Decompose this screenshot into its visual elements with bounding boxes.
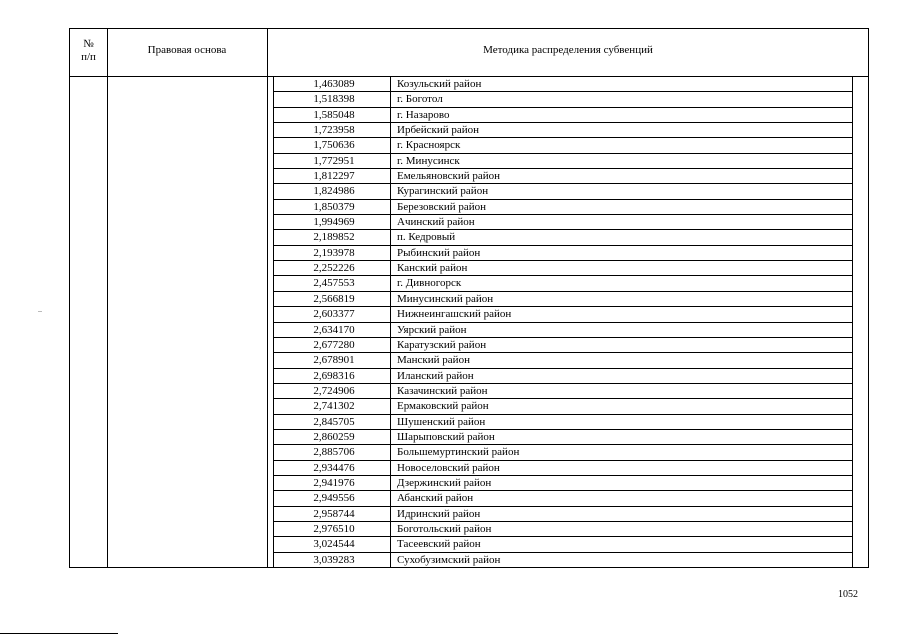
municipality-cell: п. Кедровый bbox=[397, 231, 456, 244]
table-row bbox=[274, 369, 852, 384]
header-number-column: № п/п bbox=[81, 38, 96, 63]
municipality-cell: Нижнеингашский район bbox=[397, 308, 512, 321]
table-row bbox=[274, 415, 852, 430]
table-row bbox=[274, 92, 852, 107]
coefficient-cell: 2,698316 bbox=[274, 369, 391, 383]
coefficient-cell: 1,850379 bbox=[274, 200, 391, 214]
table-row bbox=[274, 215, 852, 230]
table-row bbox=[274, 261, 852, 276]
municipality-cell: Ачинский район bbox=[397, 216, 475, 229]
coefficient-cell: 2,457553 bbox=[274, 276, 391, 290]
header-methodology-column: Методика распределения субвенций bbox=[483, 44, 653, 56]
municipality-cell: г. Красноярск bbox=[397, 139, 461, 152]
municipality-cell: Манский район bbox=[397, 354, 470, 367]
coefficient-cell: 2,941976 bbox=[274, 476, 391, 490]
municipality-cell: Ермаковский район bbox=[397, 400, 489, 413]
coefficient-cell: 2,845705 bbox=[274, 415, 391, 429]
municipality-cell: Каратузский район bbox=[397, 338, 487, 351]
table-row bbox=[274, 108, 852, 123]
table-row bbox=[274, 154, 852, 169]
table-row bbox=[274, 323, 852, 338]
municipality-cell: Канский район bbox=[397, 262, 468, 275]
municipality-cell: Курагинский район bbox=[397, 185, 489, 198]
coefficient-cell: 3,024544 bbox=[274, 537, 391, 551]
municipality-cell: г. Минусинск bbox=[397, 154, 460, 167]
coefficient-cell: 2,566819 bbox=[274, 292, 391, 306]
municipality-cell: Большемуртинский район bbox=[397, 446, 520, 459]
table-row bbox=[274, 77, 852, 92]
coefficient-cell: 1,518398 bbox=[274, 92, 391, 106]
municipality-cell: Минусинский район bbox=[397, 292, 494, 305]
municipality-cell: Дзержинский район bbox=[397, 476, 492, 489]
table-row bbox=[274, 491, 852, 506]
table-row bbox=[274, 399, 852, 414]
coefficient-cell: 2,193978 bbox=[274, 246, 391, 260]
coefficient-cell: 1,585048 bbox=[274, 108, 391, 122]
municipality-cell: Ирбейский район bbox=[397, 124, 480, 137]
municipality-cell: Новоселовский район bbox=[397, 461, 500, 474]
column-divider bbox=[267, 28, 268, 568]
table-row bbox=[274, 138, 852, 153]
table-row bbox=[274, 461, 852, 476]
table-row bbox=[274, 430, 852, 445]
coefficient-cell: 2,934476 bbox=[274, 461, 391, 475]
coefficient-cell: 2,189852 bbox=[274, 230, 391, 244]
table-row bbox=[274, 445, 852, 460]
table-row bbox=[274, 292, 852, 307]
table-row bbox=[274, 169, 852, 184]
coefficient-cell: 2,678901 bbox=[274, 353, 391, 367]
coefficient-cell: 1,812297 bbox=[274, 169, 391, 183]
coefficient-cell: 2,741302 bbox=[274, 399, 391, 413]
table-row bbox=[274, 307, 852, 322]
coefficient-cell: 2,885706 bbox=[274, 445, 391, 459]
coefficient-cell: 1,723958 bbox=[274, 123, 391, 137]
municipality-cell: Казачинский район bbox=[397, 384, 488, 397]
coefficient-cell: 1,463089 bbox=[274, 77, 391, 91]
table-row bbox=[274, 276, 852, 291]
table-row bbox=[274, 246, 852, 261]
table-row bbox=[274, 353, 852, 368]
municipality-cell: г. Дивногорск bbox=[397, 277, 462, 290]
municipality-cell: Сухобузимский район bbox=[397, 553, 501, 566]
municipality-cell: Емельяновский район bbox=[397, 170, 501, 183]
municipality-cell: Тасеевский район bbox=[397, 538, 481, 551]
coefficient-cell: 2,724906 bbox=[274, 384, 391, 398]
table-row bbox=[274, 200, 852, 215]
coefficient-cell: 2,860259 bbox=[274, 430, 391, 444]
table-row bbox=[274, 522, 852, 537]
coefficient-cell: 2,976510 bbox=[274, 522, 391, 536]
municipality-cell: Иланский район bbox=[397, 369, 474, 382]
coefficient-cell: 1,772951 bbox=[274, 154, 391, 168]
header-legal-basis-column: Правовая основа bbox=[147, 44, 227, 56]
footnote-rule bbox=[0, 633, 118, 634]
coefficient-cell: 1,750636 bbox=[274, 138, 391, 152]
coefficient-cell: 2,677280 bbox=[274, 338, 391, 352]
municipality-cell: Березовский район bbox=[397, 200, 487, 213]
coefficient-cell: 1,824986 bbox=[274, 184, 391, 198]
municipality-cell: Шушенский район bbox=[397, 415, 486, 428]
table-row bbox=[274, 476, 852, 491]
municipality-cell: Идринский район bbox=[397, 507, 481, 520]
table-row bbox=[274, 184, 852, 199]
coefficient-cell: 2,958744 bbox=[274, 507, 391, 521]
municipality-cell: Уярский район bbox=[397, 323, 467, 336]
municipality-cell: г. Боготол bbox=[397, 93, 443, 106]
coefficient-cell: 3,039283 bbox=[274, 553, 391, 567]
coefficient-cell: 1,994969 bbox=[274, 215, 391, 229]
municipality-cell: Козульский район bbox=[397, 78, 482, 90]
table-row bbox=[274, 537, 852, 552]
municipality-cell: Боготольский район bbox=[397, 522, 492, 535]
coefficient-cell: 2,603377 bbox=[274, 307, 391, 321]
municipality-cell: Абанский район bbox=[397, 492, 474, 505]
table-row bbox=[274, 338, 852, 353]
coefficient-table bbox=[273, 77, 853, 568]
page-number: 1052 bbox=[838, 589, 858, 600]
coefficient-cell: 2,949556 bbox=[274, 491, 391, 505]
table-row bbox=[274, 384, 852, 399]
coefficient-cell: 2,634170 bbox=[274, 323, 391, 337]
coefficient-cell: 2,252226 bbox=[274, 261, 391, 275]
margin-mark bbox=[38, 311, 42, 312]
column-divider bbox=[107, 28, 108, 568]
table-row bbox=[274, 507, 852, 522]
table-row bbox=[274, 553, 852, 568]
municipality-cell: Рыбинский район bbox=[397, 246, 481, 259]
municipality-cell: г. Назарово bbox=[397, 108, 450, 121]
table-row bbox=[274, 123, 852, 138]
table-row bbox=[274, 230, 852, 245]
municipality-cell: Шарыповский район bbox=[397, 430, 495, 443]
